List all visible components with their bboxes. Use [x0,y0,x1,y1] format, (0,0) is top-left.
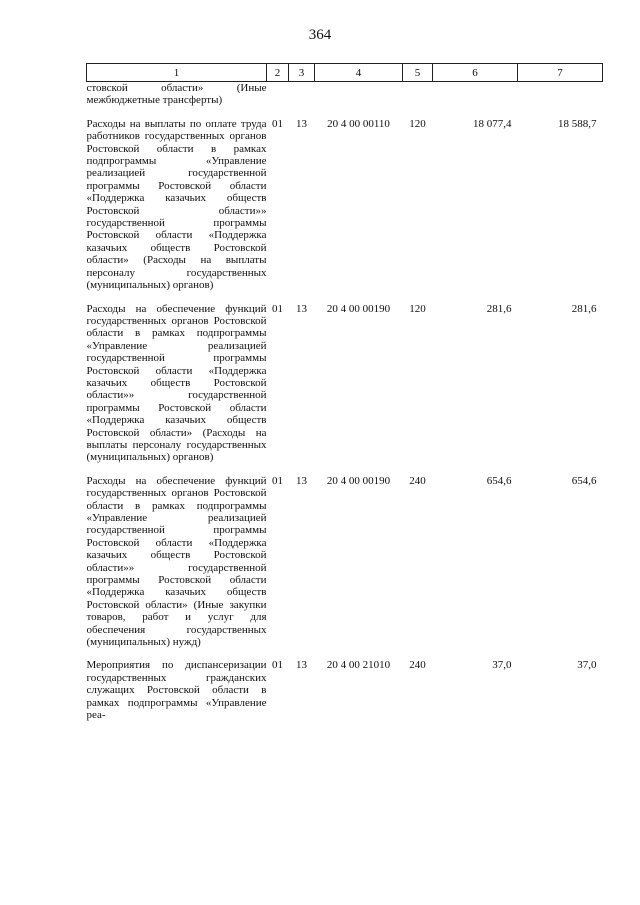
row-description: Расходы на выплаты по оплате труда работников государственных органов Ростовской области в рамках подпрограммы «Управление реализацией государственной программы Ростовской области «Поддержка казачьих обществ Ростовской области»» государственной программы Ростовской области «Поддержка казачьих обществ Ростовской области» (Расходы на выплаты персоналу государственных (муниципальных) органов) [86,117,267,292]
cell-section: 01 [272,659,283,672]
column-header-1: 1 [87,64,267,82]
page-number: 364 [308,27,332,43]
cell-target-article: 20 4 00 00190 [326,474,391,487]
budget-table [86,63,603,722]
column-header-6: 6 [433,64,518,82]
cell-target-article: 20 4 00 21010 [326,659,391,672]
cell-subsection [289,82,315,107]
table-row [87,118,603,292]
cell-target-article: 20 4 00 00190 [326,302,391,315]
row-description: Расходы на обеспечение функций государственных органов Ростовской области в рамках подпрограммы «Управление реализацией государственной программы Ростовской области «Поддержка казачьих обществ Ростовской области»» государственной программы Ростовской области «Поддержка казачьих обществ Ростовской области» (Расходы на выплаты персоналу государственных (муниципальных) органов) [86,302,267,464]
table-row [87,659,603,721]
column-header-5: 5 [403,64,433,82]
cell-subsection: 13 [296,474,307,487]
cell-amount-col7: 18 588,7 [558,117,597,130]
header-row [87,64,603,82]
cell-expense-type: 240 [409,474,426,487]
cell-target-article [315,82,403,107]
cell-expense-type: 120 [409,117,426,130]
row-description: Расходы на обеспечение функций государственных органов Ростовской области в рамках подпрограммы «Управление реализацией государственной программы Ростовской области «Поддержка казачьих обществ Ростовской области»» государственной программы Ростовской области «Поддержка казачьих обществ Ростовской области» (Иные закупки товаров, работ и услуг для обеспечения государственных (муниципальных) нужд) [86,474,267,649]
cell-amount-col6: 281,6 [486,302,512,315]
column-header-3: 3 [289,64,315,82]
cell-amount-col6 [433,82,518,107]
cell-expense-type [403,82,433,107]
cell-subsection: 13 [296,302,307,315]
cell-amount-col7: 281,6 [571,302,597,315]
cell-amount-col6: 18 077,4 [473,117,512,130]
column-header-4: 4 [315,64,403,82]
cell-amount-col6: 37,0 [492,659,512,672]
cell-amount-col7 [518,82,603,107]
cell-section: 01 [272,117,283,130]
cell-amount-col6: 654,6 [486,474,512,487]
cell-section: 01 [272,302,283,315]
cell-section [267,82,289,107]
row-description: Мероприятия по диспансеризации государственных гражданских служащих Ростовской области в рамках подпрограммы «Управление реа- [86,659,267,722]
row-description: стовской области» (Иные межбюджетные трансферты) [86,82,267,107]
cell-subsection: 13 [296,659,307,672]
cell-amount-col7: 37,0 [577,659,597,672]
cell-section: 01 [272,474,283,487]
cell-amount-col7: 654,6 [571,474,597,487]
table-row [87,82,603,107]
cell-expense-type: 120 [409,302,426,315]
cell-target-article: 20 4 00 00110 [327,117,390,130]
table-row [87,303,603,464]
table-row [87,475,603,649]
column-header-7: 7 [518,64,603,82]
column-header-2: 2 [267,64,289,82]
cell-subsection: 13 [296,117,307,130]
cell-expense-type: 240 [409,659,426,672]
